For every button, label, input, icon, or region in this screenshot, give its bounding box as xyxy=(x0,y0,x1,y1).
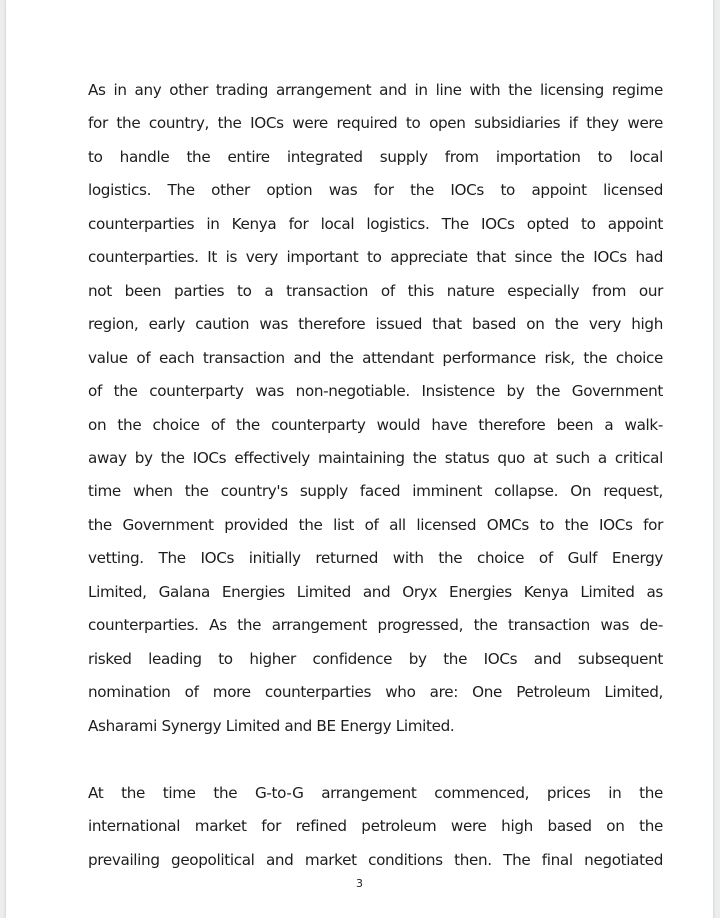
text-line: counterparties. As the arrangement progressed, the transaction was de- xyxy=(88,616,663,635)
text-line: risked leading to higher confidence by the IOCs and subsequent xyxy=(88,649,663,668)
text-line: counterparties in Kenya for local logistics. The IOCs opted to appoint xyxy=(88,214,663,233)
text-line: on the choice of the counterparty would have therefore been a walk- xyxy=(88,415,663,434)
text-line: time when the country's supply faced imminent collapse. On request, xyxy=(88,482,663,501)
text-line: At the time the G-to-G arrangement commenced, prices in the xyxy=(88,784,663,802)
text-line: Asharami Synergy Limited and BE Energy Limited. xyxy=(88,716,455,735)
text-line: not been parties to a transaction of this nature especially from our xyxy=(88,281,663,300)
text-line: the Government provided the list of all licensed OMCs to the IOCs for xyxy=(88,515,663,534)
text-line: As in any other trading arrangement and in line with the licensing regime xyxy=(88,81,663,99)
document-page xyxy=(6,0,713,918)
text-line: international market for refined petroleum were high based on the xyxy=(88,817,663,836)
text-line: vetting. The IOCs initially returned with the choice of Gulf Energy xyxy=(88,549,663,568)
text-line: logistics. The other option was for the IOCs to appoint licensed xyxy=(88,181,663,200)
text-line: of the counterparty was non-negotiable. Insistence by the Government xyxy=(88,382,663,401)
text-line: for the country, the IOCs were required to open subsidiaries if they were xyxy=(88,114,663,133)
text-line: prevailing geopolitical and market conditions then. The final negotiated xyxy=(88,850,663,869)
text-line: Limited, Galana Energies Limited and Oryx Energies Kenya Limited as xyxy=(88,582,663,601)
text-line: nomination of more counterparties who are: One Petroleum Limited, xyxy=(88,683,663,702)
text-line: away by the IOCs effectively maintaining the status quo at such a critical xyxy=(88,448,663,467)
text-line: value of each transaction and the attendant performance risk, the choice xyxy=(88,348,663,367)
page-number: 3 xyxy=(356,877,363,890)
text-line: region, early caution was therefore issued that based on the very high xyxy=(88,315,663,334)
text-line: counterparties. It is very important to appreciate that since the IOCs had xyxy=(88,248,663,267)
text-line: to handle the entire integrated supply from importation to local xyxy=(88,147,663,166)
